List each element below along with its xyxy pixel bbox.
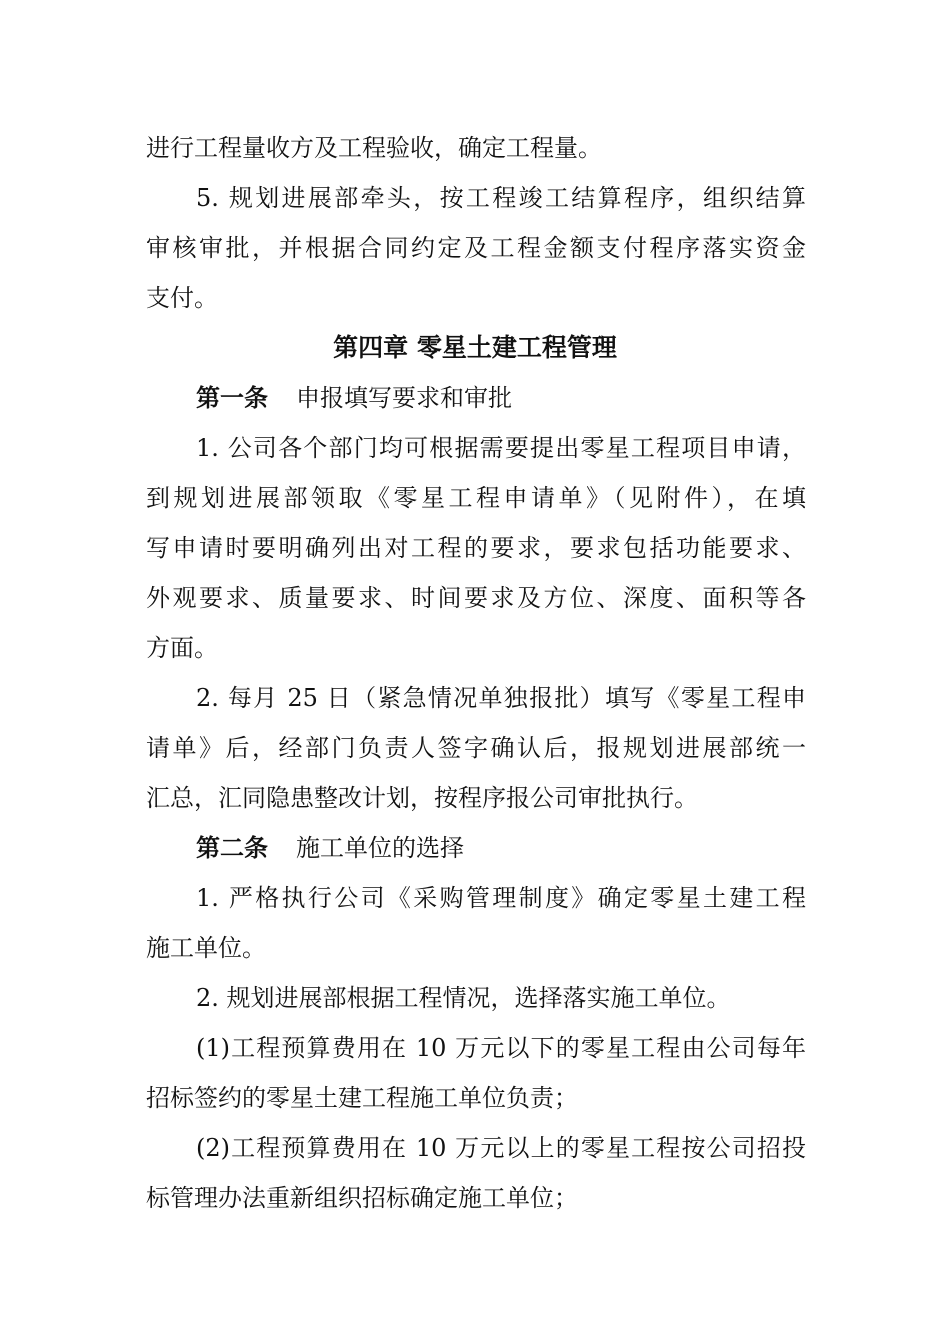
article-heading: [196, 383, 512, 413]
paragraph-line: 外观要求、质量要求、时间要求及方位、深度、面积等各: [146, 584, 806, 612]
article-heading: [196, 833, 464, 863]
paragraph-line: 写申请时要明确列出对工程的要求，要求包括功能要求、: [146, 534, 806, 562]
article-title: 施工单位的选择: [296, 834, 464, 862]
paragraph-line: 1. 公司各个部门均可根据需要提出零星工程项目申请，: [196, 434, 806, 462]
paragraph-line: 请单》后，经部门负责人签字确认后，报规划进展部统一: [146, 734, 806, 762]
paragraph-line: 标管理办法重新组织招标确定施工单位；: [146, 1184, 578, 1212]
paragraph-line: 支付。: [146, 284, 218, 312]
paragraph-line: 1. 严格执行公司《采购管理制度》确定零星土建工程: [196, 884, 806, 912]
article-number: 第二条: [196, 834, 268, 862]
chapter-title: 第四章 零星土建工程管理: [333, 333, 617, 362]
paragraph-line: 2. 规划进展部根据工程情况，选择落实施工单位。: [196, 984, 731, 1012]
paragraph-line: 进行工程量收方及工程验收，确定工程量。: [146, 134, 602, 162]
paragraph-line: 到规划进展部领取《零星工程申请单》（见附件），在填: [146, 484, 806, 512]
paragraph-line: 施工单位。: [146, 934, 266, 962]
paragraph-line: (2)工程预算费用在 10 万元以上的零星工程按公司招投: [196, 1134, 806, 1162]
paragraph-line: 方面。: [146, 634, 218, 662]
paragraph-line: 审核审批，并根据合同约定及工程金额支付程序落实资金: [146, 234, 806, 262]
paragraph-line: (1)工程预算费用在 10 万元以下的零星工程由公司每年: [196, 1034, 806, 1062]
article-number: 第一条: [196, 384, 268, 412]
paragraph-line: 5. 规划进展部牵头，按工程竣工结算程序，组织结算: [196, 184, 806, 212]
paragraph-line: 汇总，汇同隐患整改计划，按程序报公司审批执行。: [146, 784, 698, 812]
paragraph-line: 招标签约的零星土建工程施工单位负责；: [146, 1084, 578, 1112]
paragraph-line: 2. 每月 25 日（紧急情况单独报批）填写《零星工程申: [196, 684, 806, 712]
article-title: 申报填写要求和审批: [296, 384, 512, 412]
